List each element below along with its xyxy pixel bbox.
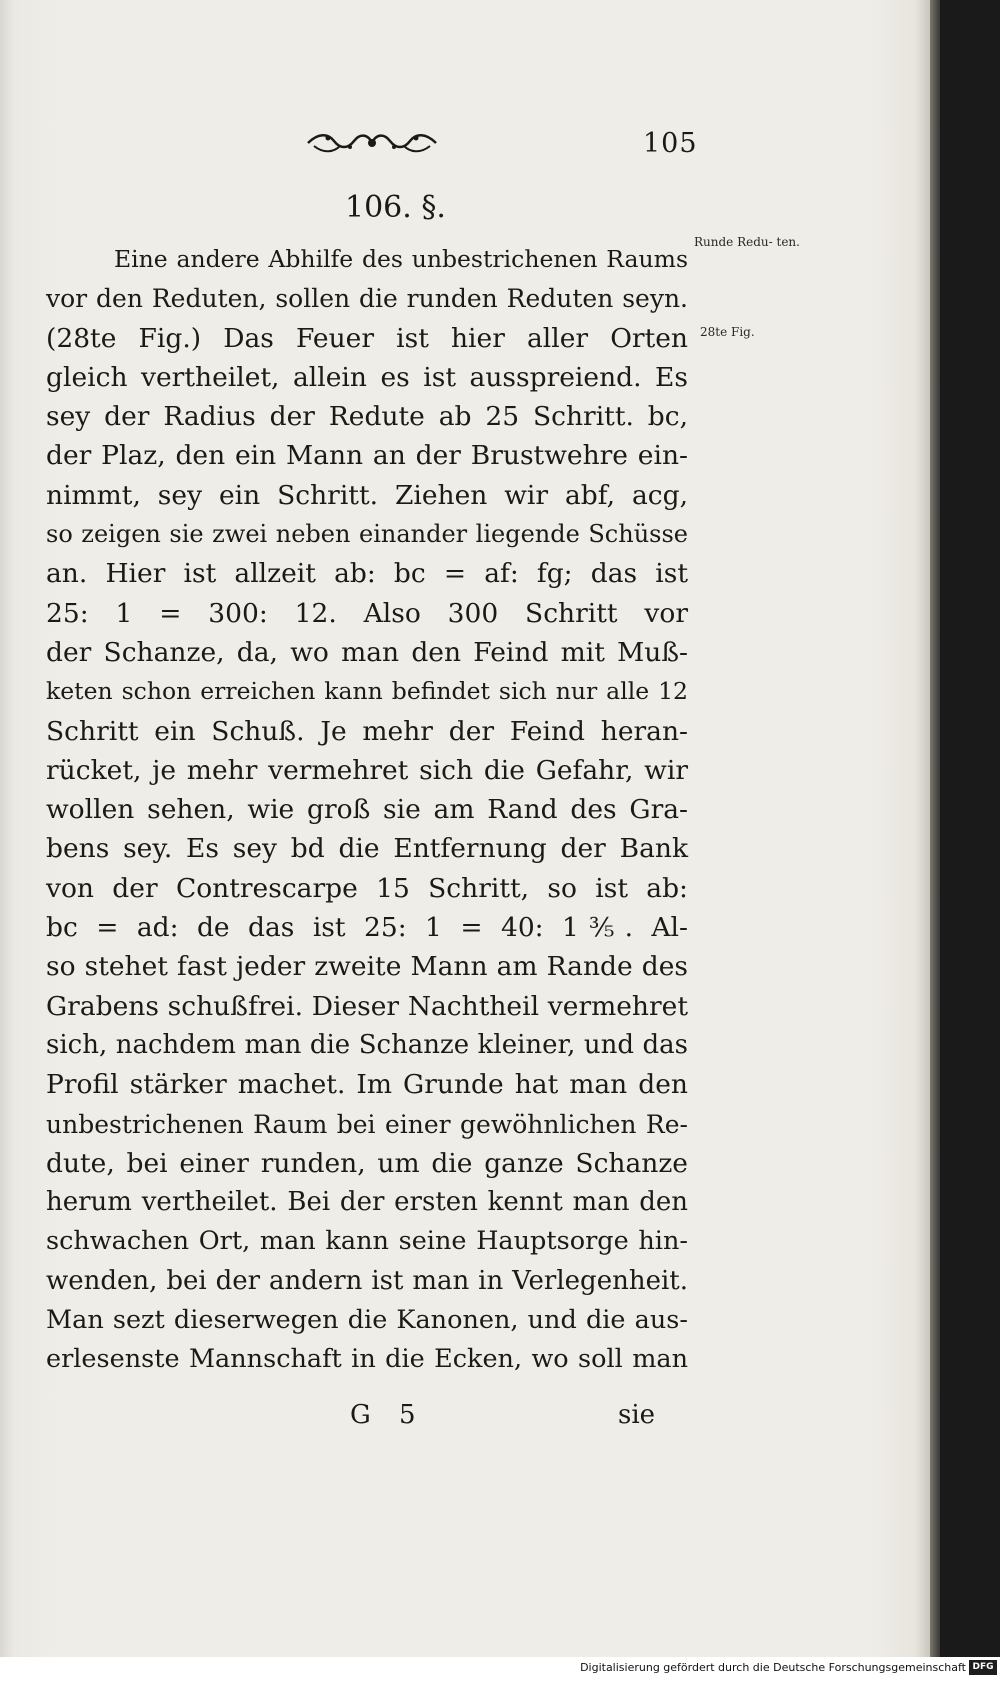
text-line: an. Hier ist allzeit ab: bc = af: fg; das ist — [46, 558, 688, 590]
text-line: Schritt ein Schuß. Je mehr der Feind heran- — [46, 715, 688, 747]
page-edge — [930, 0, 940, 1657]
text-line: der Plaz, den ein Mann an der Brustwehre ein- — [46, 440, 688, 472]
text-line: herum vertheilet. Bei der ersten kennt man den — [46, 1187, 688, 1218]
funding-credit: Digitalisierung gefördert durch die Deutsche Forschungsgemeinschaft — [580, 1661, 966, 1674]
text-line: der Schanze, da, wo man den Feind mit Muß- — [46, 636, 688, 668]
text-line: schwachen Ort, man kann seine Hauptsorge hin- — [46, 1226, 688, 1257]
margin-note: Runde Redu- ten. — [694, 235, 800, 249]
ornament-icon — [304, 130, 440, 156]
text-line: so stehet fast jeder zweite Mann am Rande des — [46, 951, 688, 983]
signature-mark: G 5 — [350, 1400, 426, 1430]
text-line: so zeigen sie zwei neben einander liegende Schüsse — [46, 520, 688, 549]
text-line: erlesenste Mannschaft in die Ecken, wo soll man — [46, 1344, 688, 1375]
text-line: vor den Reduten, sollen die runden Reduten seyn. — [46, 284, 688, 314]
section-heading: 106. §. — [345, 190, 446, 225]
text-line: Profil stärker machet. Im Grunde hat man den — [46, 1069, 688, 1101]
text-line: rücket, je mehr vermehret sich die Gefahr, wir — [46, 754, 688, 786]
text-line: Man sezt dieserwegen die Kanonen, und die aus- — [46, 1305, 688, 1336]
body-text — [46, 240, 688, 1380]
text-line: sey der Radius der Redute ab 25 Schritt. bc, — [46, 401, 688, 433]
text-line: sich, nachdem man die Schanze kleiner, und das — [46, 1029, 688, 1060]
text-line: (28te Fig.) Das Feuer ist hier aller Orten — [46, 322, 688, 354]
page-number: 105 — [643, 128, 698, 159]
text-line: Grabens schußfrei. Dieser Nachtheil vermehret — [46, 990, 688, 1022]
catchword: sie — [618, 1400, 656, 1430]
text-line: dute, bei einer runden, um die ganze Schanze — [46, 1147, 688, 1179]
text-line: wollen sehen, wie groß sie am Rand des Gra- — [46, 794, 688, 826]
text-line: bc = ad: de das ist 25: 1 = 40: 1⅗. Al- — [46, 912, 688, 944]
text-line: 25: 1 = 300: 12. Also 300 Schritt vor — [46, 597, 688, 629]
dfg-logo-icon: DFG — [969, 1660, 997, 1675]
text-line: nimmt, sey ein Schritt. Ziehen wir abf, acg, — [46, 479, 688, 511]
text-line: Eine andere Abhilfe des unbestrichenen Raums — [114, 245, 688, 273]
text-line: von der Contrescarpe 15 Schritt, so ist ab: — [46, 872, 688, 904]
text-line: gleich vertheilet, allein es ist ausspreiend. Es — [46, 361, 688, 393]
text-line: bens sey. Es sey bd die Entfernung der Bank — [46, 833, 688, 865]
margin-note: 28te Fig. — [700, 325, 755, 339]
page-footer-row — [350, 1400, 656, 1440]
text-line: wenden, bei der andern ist man in Verlegenheit. — [46, 1265, 688, 1296]
footer-bar — [0, 1657, 1000, 1681]
text-line: unbestrichenen Raum bei einer gewöhnlichen Re- — [46, 1109, 688, 1139]
text-line: keten schon erreichen kann befindet sich nur alle 12 — [46, 677, 688, 706]
